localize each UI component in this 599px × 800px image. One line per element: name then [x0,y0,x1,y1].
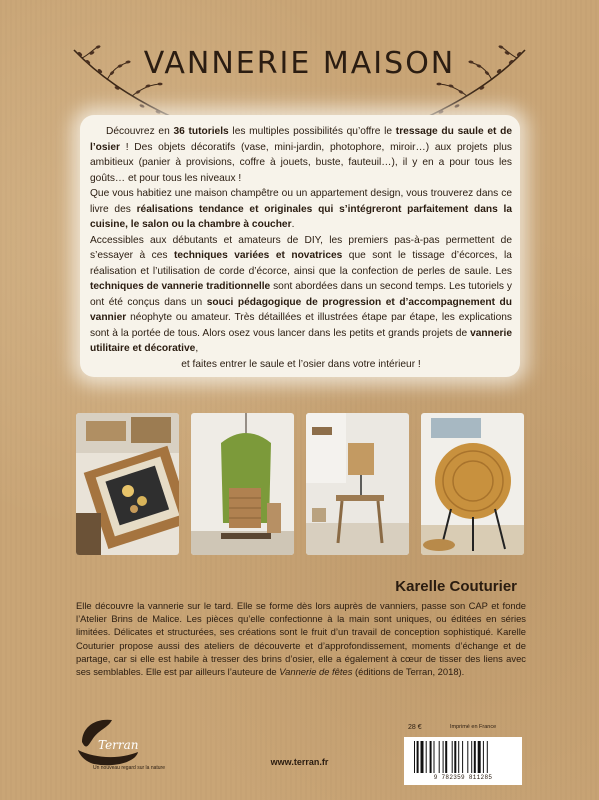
text-run: Elle découvre la vannerie sur le tard. Elle se forme dès lors auprès de vanniers, passe son CAP et fonde l’Atelier Brins de Malice. Les pièces qu’elle confectionne à la main sont uniques, ou éditées en séries limitées. Délicates et structurées, ses créations sont le fruit d’un travail de conception sophistiqué. Karelle Couturier propose aussi des ateliers de découverte et d’approfondissement, moments d’échange et de partage, car si elle est habile à tresser des brins d’osier, elle a également à cœur de tisser des liens avec ses semblables. Elle est par ailleurs l’auteure de [76,600,526,678]
publisher-tagline: Un nouveau regard sur la nature [93,765,165,771]
text-run: , [195,343,199,354]
author-name: Karelle Couturier [395,578,517,595]
printed-in: Imprimé en France [450,724,497,730]
text-run: néophyte ou amateur. Très détaillées et illustrées étape par étape, les explications sont à la portée de tous. Alors osez vous lancer dans les petits et grands projets de [90,312,512,339]
text-run: Vannerie de fêtes [279,666,353,678]
barcode-bar [474,741,476,773]
text-run: Accessibles aux débutants et amateurs de DIY, les premiers pas-à-pas permettent de s’essayer à ces [90,234,512,261]
text-run: et faites entrer le saule et l’osier dans votre intérieur ! [181,358,421,370]
publisher-url[interactable]: www.terran.fr [270,757,329,767]
barcode-bar [452,741,453,773]
text-run: Que vous habitiez une maison champêtre ou un appartement design, vous trouverez dans ce livre des [90,188,512,215]
barcode-bar [426,741,427,773]
intro-paragraph-4 [90,357,512,373]
photo-woven-lamp [306,413,409,555]
barcode-bar [414,741,415,773]
barcode-bar [430,741,432,773]
photo-rattan-chair [421,413,524,555]
book-title: VANNERIE MAISON [143,46,456,81]
barcode-bar [462,741,463,773]
text-run: (éditions de Terran, 2018). [352,666,465,678]
photo-strip [76,413,524,555]
photo-slate-platter [76,413,179,555]
intro-text [90,124,512,372]
barcode-bar [439,741,440,773]
barcode-bar [478,741,481,773]
text-run: vannerie utilitaire et décorative [90,327,512,354]
barcode-bar [458,741,459,773]
barcode-bar [445,741,447,773]
text-run: que sont le tissage d’écorces, la réalisation et l’utilisation de corde d’écorce, ainsi que la confection de perles de saule. Les [90,250,512,277]
barcode-bar [483,741,484,773]
text-run: . [291,219,295,230]
price: 28 € [408,724,422,731]
barcode-bar [487,741,488,773]
text-run: techniques variées et novatrices [173,250,343,261]
photo-hanging-planter [191,413,294,555]
logo-text: Terran [98,738,139,752]
barcode [404,737,522,785]
text-run: sont abordées dans un second temps. Les tutoriels y ont été conçus dans un [90,281,512,308]
text-run: techniques de vannerie traditionnelle [90,281,271,292]
text-run: Découvrez en [106,126,174,137]
barcode-digits: 9 782359 811285 [433,774,493,781]
text-run: les multiples possibilités qu’offre le [228,126,396,137]
text-run: ! Des objets décoratifs (vase, mini-jardin, photophore, miroir…) aux projets plus ambitieux (panier à provisions, coffre à jouets, buste, fauteuil…), il y en a pour tous les goûts… et pour tous les niveaux ! [90,141,512,184]
text-run: 36 tutoriels [173,126,229,137]
author-bio [76,599,526,678]
text-run: tressage du saule et de l’osier [90,126,513,153]
barcode-bar [421,741,424,773]
barcode-bar [434,741,435,773]
barcode-bars-icon [414,741,514,773]
text-run: souci pédagogique de progression et d’accompagnement du vannier [90,296,512,323]
text-run: réalisations tendance et originales qui s’intégreront parfaitement dans la cuisine, le salon ou la chambre à coucher [90,203,512,230]
barcode-bar [467,741,468,773]
barcode-bar [454,741,456,773]
barcode-bar [471,741,472,773]
intro-paragraph-2 [90,186,512,233]
barcode-bar [417,741,419,773]
barcode-bar [443,741,444,773]
willow-branch-right-icon [423,44,527,122]
intro-paragraph-1 [90,124,512,186]
intro-paragraph-3 [90,233,512,357]
